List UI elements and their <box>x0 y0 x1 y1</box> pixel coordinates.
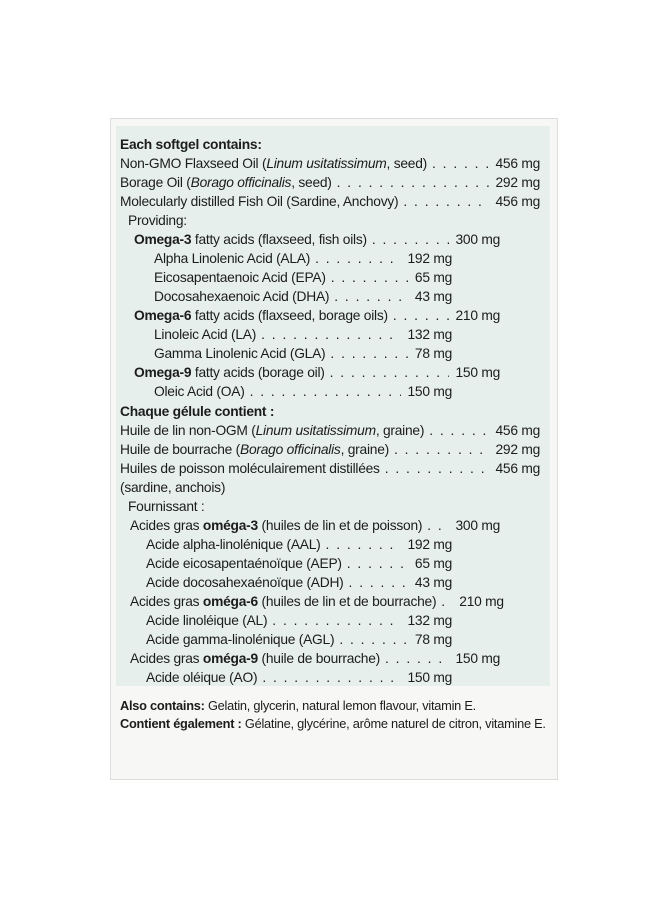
amount: 65 mg <box>414 270 452 285</box>
amount: 456 mg <box>495 156 540 171</box>
oa-row: Oleic Acid (OA) . . . 150 mg <box>154 383 452 401</box>
amount: 150 mg <box>455 365 500 380</box>
ingredient-row-poisson: Huiles de poisson moléculairement distillées . . . 456 mg <box>120 460 540 478</box>
amount: 43 mg <box>414 289 452 304</box>
amount: 292 mg <box>495 442 540 457</box>
aep-row: Acide eicosapentaénoïque (AEP) . . . 65 mg <box>146 555 452 573</box>
amount: 456 mg <box>495 423 540 438</box>
gla-row: Gamma Linolenic Acid (GLA) . . . 78 mg <box>154 345 452 363</box>
ingredient-row-bourrache: Huile de bourrache (Borago officinalis, graine) . . . 292 mg <box>120 441 540 459</box>
also-contains-fr: Contient également : Gélatine, glycérine, arôme naturel de citron, vitamine E. <box>120 716 546 731</box>
amount: 150 mg <box>455 651 500 666</box>
omega9-fr-row: Acides gras oméga-9 (huile de bourrache) . . . 150 mg <box>130 650 500 668</box>
epa-row: Eicosapentaenoic Acid (EPA) . . . 65 mg <box>154 269 452 287</box>
ingredient-row-fish-oil: Molecularly distilled Fish Oil (Sardine, Anchovy) . . . 456 mg <box>120 193 540 211</box>
ao-row: Acide oléique (AO) . . . 150 mg <box>146 669 452 687</box>
amount: 78 mg <box>414 346 452 361</box>
aal-row: Acide alpha-linolénique (AAL) . . . 192 mg <box>146 536 452 554</box>
adh-row: Acide docosahexaénoïque (ADH) . . . 43 mg <box>146 574 452 592</box>
amount: 192 mg <box>407 537 452 552</box>
omega9-row: Omega-9 fatty acids (borage oil) . . . 150 mg <box>134 364 500 382</box>
ingredient-row-flaxseed: Non-GMO Flaxseed Oil (Linum usitatissimum, seed) . . . 456 mg <box>120 155 540 173</box>
ala-row: Alpha Linolenic Acid (ALA) . . . 192 mg <box>154 250 452 268</box>
also-contains-en: Also contains: Gelatin, glycerin, natural lemon flavour, vitamin E. <box>120 698 476 713</box>
amount: 132 mg <box>407 613 452 628</box>
amount: 292 mg <box>495 175 540 190</box>
providing-label: Providing: <box>128 213 187 228</box>
amount: 300 mg <box>455 518 500 533</box>
amount: 192 mg <box>407 251 452 266</box>
omega6-row: Omega-6 fatty acids (flaxseed, borage oils) . . . 210 mg <box>134 307 500 325</box>
omega3-row: Omega-3 fatty acids (flaxseed, fish oils) . . . 300 mg <box>134 231 500 249</box>
amount: 456 mg <box>495 461 540 476</box>
amount: 65 mg <box>414 556 452 571</box>
agl-row: Acide gamma-linolénique (AGL) . . . 78 mg <box>146 631 452 649</box>
ingredient-row-lin: Huile de lin non-OGM (Linum usitatissimum, graine) . . . 456 mg <box>120 422 540 440</box>
amount: 300 mg <box>455 232 500 247</box>
amount: 150 mg <box>407 670 452 685</box>
omega6-fr-row: Acides gras oméga-6 (huiles de lin et de bourrache) . . . 210 mg <box>130 593 500 611</box>
al-row: Acide linoléique (AL) . . . 132 mg <box>146 612 452 630</box>
amount: 78 mg <box>414 632 452 647</box>
fournissant-label: Fournissant : <box>128 499 205 514</box>
amount: 43 mg <box>414 575 452 590</box>
dha-row: Docosahexaenoic Acid (DHA) . . . 43 mg <box>154 288 452 306</box>
amount: 132 mg <box>407 327 452 342</box>
la-row: Linoleic Acid (LA) . . . 132 mg <box>154 326 452 344</box>
french-heading: Chaque gélule contient : <box>120 404 275 419</box>
amount: 210 mg <box>455 308 500 323</box>
amount: 210 mg <box>459 594 504 609</box>
ingredient-row-borage: Borage Oil (Borago officinalis, seed) . . . 292 mg <box>120 174 540 192</box>
omega3-fr-row: Acides gras oméga-3 (huiles de lin et de poisson) . . . 300 mg <box>130 517 500 535</box>
amount: 150 mg <box>407 384 452 399</box>
english-heading: Each softgel contains: <box>120 137 262 152</box>
amount: 456 mg <box>495 194 540 209</box>
continuation-line: (sardine, anchois) <box>120 480 226 495</box>
